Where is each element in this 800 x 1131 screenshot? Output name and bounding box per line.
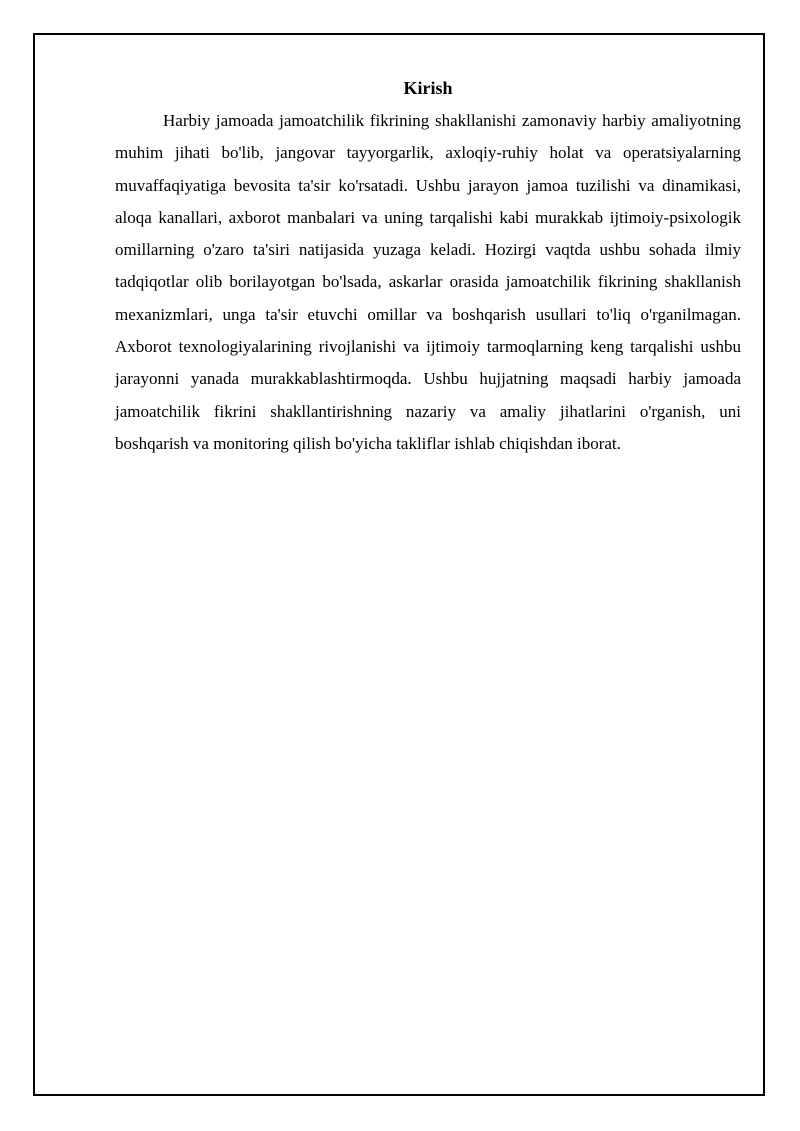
intro-paragraph: Harbiy jamoada jamoatchilik fikrining shakllanishi zamonaviy harbiy amaliyotning muhim jihati bo'lib, jangovar tayyorgarlik, axloqiy-ruhiy holat va operatsiyalarning muvaffaqiyatiga bevosita ta'sir ko'rsatadi. Ushbu jarayon jamoa tuzilishi va dinamikasi, aloqa kanallari, axborot manbalari va uning tarqalishi kabi murakkab ijtimoiy-psixologik omillarning o'zaro ta'siri natijasida yuzaga keladi. Hozirgi vaqtda ushbu sohada ilmiy tadqiqotlar olib borilayotgan bo'lsada, askarlar orasida jamoatchilik fikrining shakllanish mexanizmlari, unga ta'sir etuvchi omillar va boshqarish usullari to'liq o'rganilmagan. Axborot texnologiyalarining rivojlanishi va ijtimoiy tarmoqlarning keng tarqalishi ushbu jarayonni yanada murakkablashtirmoqda. Ushbu hujjatning maqsadi harbiy jamoada jamoatchilik fikrini shakllantirishning nazariy va amaliy jihatlarini o'rganish, uni boshqarish va monitoring qilish bo'yicha takliflar ishlab chiqishdan iborat. <box>115 111 741 453</box>
page-title: Kirish <box>403 78 453 98</box>
document-body <box>115 75 741 460</box>
